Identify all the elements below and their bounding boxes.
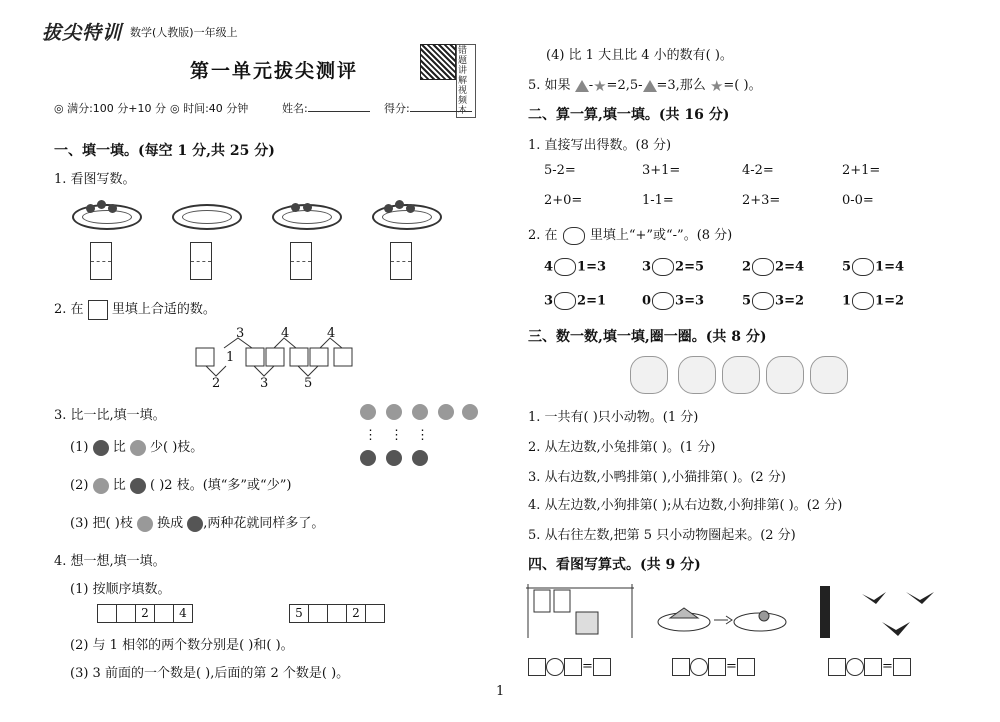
swallows-picture — [814, 584, 944, 642]
clothesline-picture — [524, 582, 644, 640]
duckling-icon[interactable] — [722, 356, 760, 394]
name-field[interactable]: 姓名: — [282, 100, 370, 116]
comp-bottom-1: 2 — [212, 376, 221, 391]
calc-grid: 5-2= 3+1= 4-2= 2+1= 2+0= 1-1= 2+3= 0-0= — [544, 163, 881, 208]
kitten-icon[interactable] — [810, 356, 848, 394]
book-subtitle: 数学(人教版)一年级上 — [130, 26, 238, 39]
q4-1-text: (1) 按顺序填数。 — [70, 582, 171, 597]
qr-label: 错题讲解视频本 — [456, 44, 476, 118]
dark-flower-icon — [130, 478, 146, 494]
comp-bottom-2: 3 — [260, 376, 269, 391]
answer-box[interactable] — [290, 242, 312, 280]
q4-text: 4. 想一想,填一填。 — [54, 554, 166, 569]
rabbit-icon[interactable] — [678, 356, 716, 394]
section3-heading: 三、数一数,填一填,圈一圈。(共 8 分) — [528, 329, 767, 345]
equation-3[interactable]: = — [828, 656, 911, 676]
q4-4-text: (4) 比 1 大且比 4 小的数有( )。 — [546, 48, 733, 63]
s3-q4: 4. 从左边数,小狗排第( );从右边数,小狗排第( )。(2 分) — [528, 498, 843, 513]
operator-grid[interactable]: 4 1=3 3 2=5 2 2=4 5 1=4 3 2=1 0 3=3 5 3=2 1 1=2 — [544, 259, 905, 309]
flower-comparison: ⋮ ⋮ ⋮ — [360, 404, 480, 474]
full-score: ◎ 满分:100 分+10 分 — [54, 102, 167, 115]
cherry-icon — [97, 200, 106, 209]
light-flower-icon — [137, 516, 153, 532]
comp-one: 1 — [226, 350, 235, 365]
dark-flower-icon — [93, 440, 109, 456]
triangle-icon — [643, 80, 657, 92]
q4-3-text: (3) 3 前面的一个数是( ),后面的第 2 个数是( )。 — [70, 666, 350, 681]
cherry-icon — [303, 203, 312, 212]
q2-text: 2. 在 里填上合适的数。 — [54, 298, 216, 320]
answer-box[interactable] — [190, 242, 212, 280]
comp-top-3: 4 — [327, 326, 336, 341]
s2-q1-text: 1. 直接写出得数。(8 分) — [528, 138, 672, 153]
flower-blank-icon — [563, 227, 585, 245]
cherry-icon — [86, 204, 95, 213]
plate-icon — [172, 204, 242, 230]
dumplings-picture — [656, 600, 796, 640]
qr-code-icon[interactable] — [420, 44, 456, 80]
star-icon: ★ — [709, 76, 724, 95]
time-limit: ◎ 时间:40 分钟 — [170, 102, 249, 115]
s3-q3: 3. 从右边数,小鸭排第( ),小猫排第( )。(2 分) — [528, 470, 786, 485]
score-field[interactable]: 得分: — [384, 100, 472, 116]
equation-1[interactable]: = — [528, 656, 611, 676]
cherry-icon — [108, 204, 117, 213]
cherry-icon — [291, 203, 300, 212]
q1-text: 1. 看图写数。 — [54, 172, 136, 187]
star-icon: ★ — [593, 76, 607, 95]
q4-2-text: (2) 与 1 相邻的两个数分别是( )和( )。 — [70, 638, 294, 653]
cherry-icon — [395, 200, 404, 209]
page-number: 1 — [496, 684, 505, 699]
s3-q2: 2. 从左边数,小兔排第( )。(1 分) — [528, 440, 716, 455]
answer-box[interactable] — [390, 242, 412, 280]
q3-text: 3. 比一比,填一填。 — [54, 408, 166, 423]
light-flower-icon — [130, 440, 146, 456]
equation-2[interactable]: = — [672, 656, 755, 676]
comp-top-2: 4 — [281, 326, 290, 341]
s2-q2-text: 2. 在 里填上“+”或“-”。(8 分) — [528, 228, 733, 243]
sequence-2[interactable]: 5 2 — [290, 603, 385, 623]
q5-text: 5. 如果 -★=2,5- =3,那么 ★=( )。 — [528, 76, 762, 95]
sequence-1[interactable]: 2 4 — [98, 603, 193, 623]
cherry-icon — [384, 204, 393, 213]
s3-q5: 5. 从右往左数,把第 5 只小动物圈起来。(2 分) — [528, 528, 796, 543]
section2-heading: 二、算一算,填一填。(共 16 分) — [528, 107, 730, 123]
comp-bottom-3: 5 — [304, 376, 313, 391]
q3-3: (3) 把( )枝 换成 ,两种花就同样多了。 — [70, 516, 325, 531]
page-title: 第一单元拔尖测评 — [190, 60, 359, 82]
puppy-icon[interactable] — [766, 356, 804, 394]
q3-2: (2) 比 ( )2 枝。(填“多”或“少”) — [70, 478, 292, 493]
section4-heading: 四、看图写算式。(共 9 分) — [528, 557, 701, 573]
section1-heading: 一、填一填。(每空 1 分,共 25 分) — [54, 143, 275, 159]
light-flower-icon — [93, 478, 109, 494]
q3-1: (1) 比 少( )枝。 — [70, 440, 204, 455]
dark-flower-icon — [187, 516, 203, 532]
answer-box[interactable] — [90, 242, 112, 280]
cherry-icon — [406, 204, 415, 213]
triangle-icon — [575, 80, 589, 92]
chick-icon[interactable] — [630, 356, 668, 394]
s3-q1: 1. 一共有( )只小动物。(1 分) — [528, 410, 699, 425]
plate-icon — [72, 204, 142, 230]
brand-logo: 拔尖特训 — [42, 22, 123, 44]
comp-top-1: 3 — [236, 326, 245, 341]
